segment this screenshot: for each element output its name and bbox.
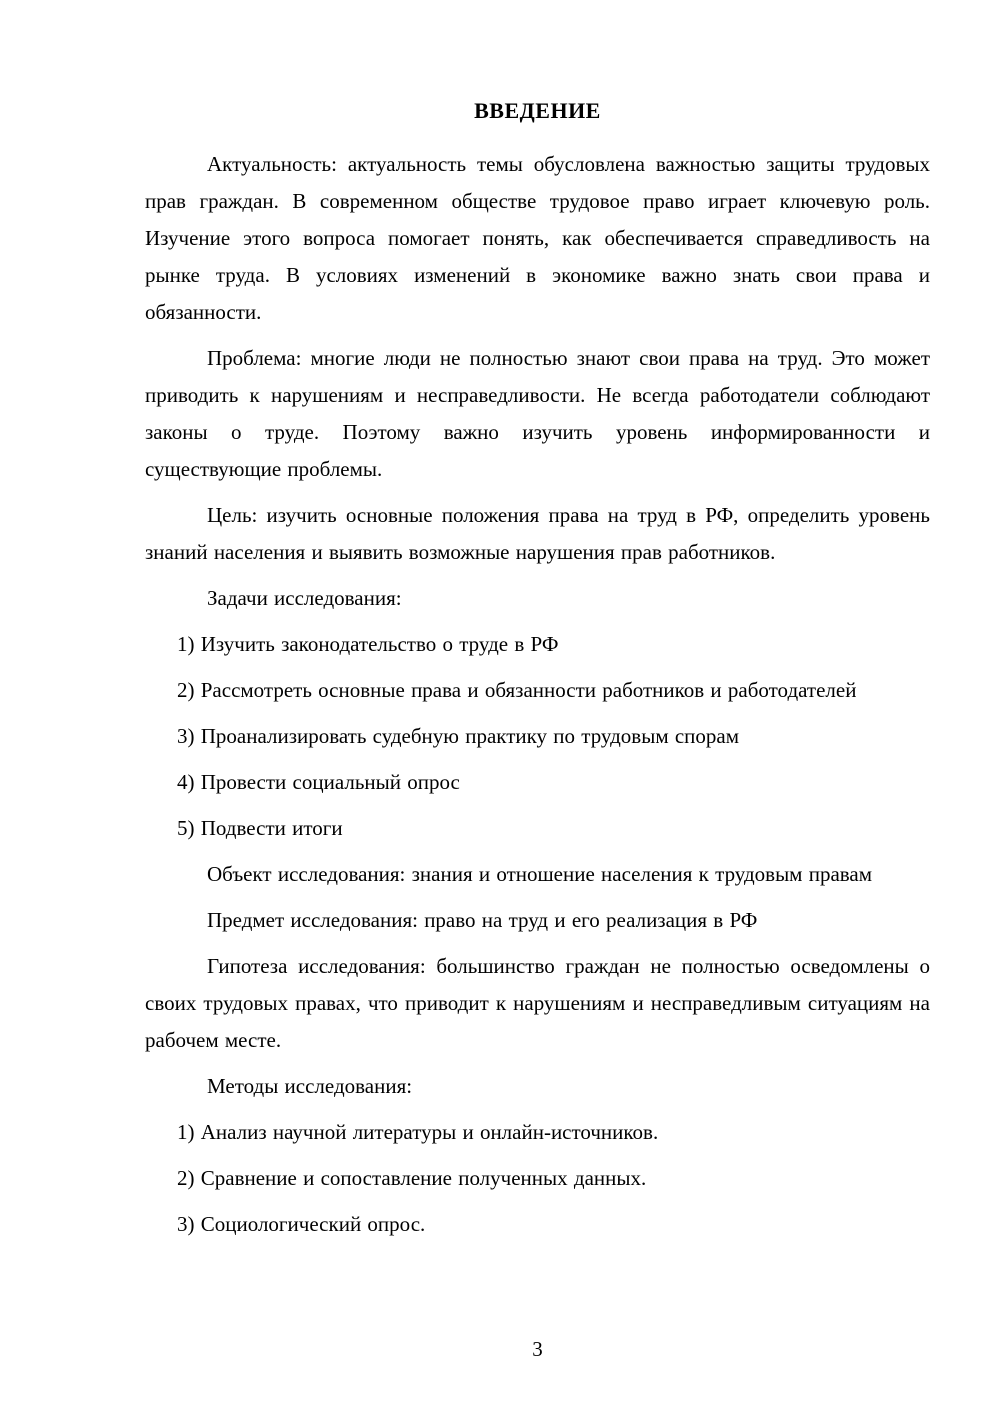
page-number: 3 bbox=[532, 1337, 543, 1361]
paragraph-goal: Цель: изучить основные положения права на труд в РФ, определить уровень знаний населения и выявить возможные нарушения прав работников. bbox=[145, 503, 930, 564]
method-list-item: 3) Социологический опрос. bbox=[177, 1212, 426, 1236]
method-list-item: 2) Сравнение и сопоставление полученных данных. bbox=[177, 1166, 647, 1190]
task-list-item: 1) Изучить законодательство о труде в РФ bbox=[177, 632, 559, 656]
page-title: ВВЕДЕНИЕ bbox=[474, 98, 601, 123]
methods-heading: Методы исследования: bbox=[207, 1074, 413, 1098]
paragraph-hypothesis: Гипотеза исследования: большинство граждан не полностью осведомлены о своих трудовых правах, что приводит к нарушениям и несправедливым ситуациям на рабочем месте. bbox=[145, 954, 930, 1052]
task-list-item: 3) Проанализировать судебную практику по трудовым спорам bbox=[177, 724, 740, 748]
task-list-item: 5) Подвести итоги bbox=[177, 816, 343, 840]
paragraph-object: Объект исследования: знания и отношение населения к трудовым правам bbox=[207, 862, 873, 886]
paragraph-subject: Предмет исследования: право на труд и его реализация в РФ bbox=[207, 908, 758, 932]
method-list-item: 1) Анализ научной литературы и онлайн-источников. bbox=[177, 1120, 659, 1144]
task-list-item: 2) Рассмотреть основные права и обязанности работников и работодателей bbox=[177, 678, 857, 702]
tasks-heading: Задачи исследования: bbox=[207, 586, 402, 610]
paragraph-problem: Проблема: многие люди не полностью знают свои права на труд. Это может приводить к нарушениям и несправедливости. Не всегда работодатели соблюдают законы о труде. Поэтому важно изучить уровень информированности и существующие проблемы. bbox=[145, 346, 930, 481]
task-list-item: 4) Провести социальный опрос bbox=[177, 770, 460, 794]
paragraph-relevance: Актуальность: актуальность темы обусловлена важностью защиты трудовых прав граждан. В современном обществе трудовое право играет ключевую роль. Изучение этого вопроса помогает понять, как обеспечивается справедливость на рынке труда. В условиях изменений в экономике важно знать свои права и обязанности. bbox=[145, 152, 930, 324]
